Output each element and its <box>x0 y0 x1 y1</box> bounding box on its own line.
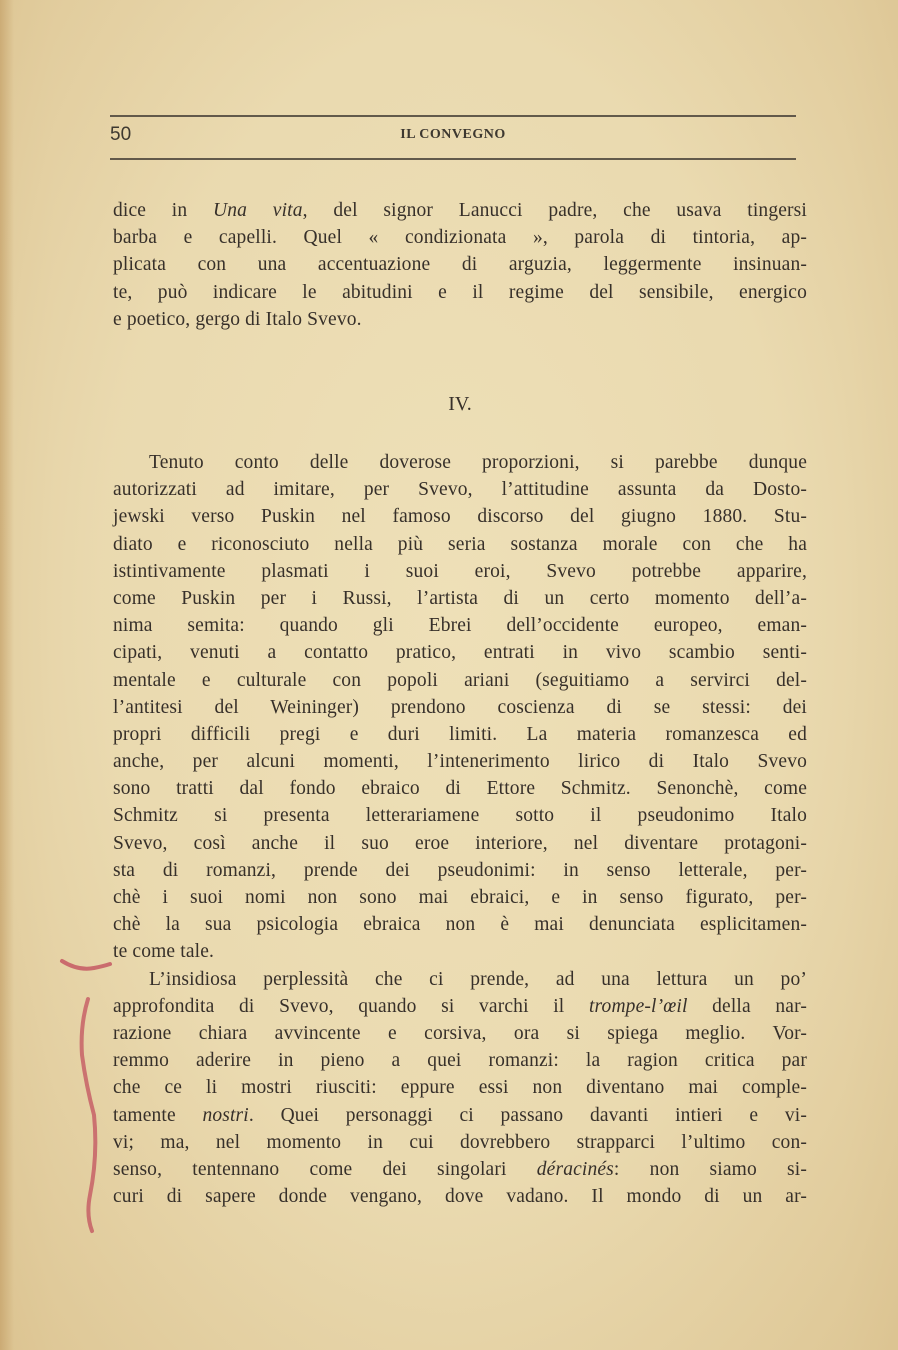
text-line <box>113 306 807 333</box>
italic-text: trompe-l’œil <box>588 995 688 1017</box>
text-run: . Quei personaggi ci passano davanti intieri e vi- <box>248 1104 808 1126</box>
text-run: mentale e culturale con popoli ariani (seguitiamo a servirci del- <box>113 669 807 691</box>
text-run: razione chiara avvincente e corsiva, ora si spiega meglio. Vor- <box>113 1022 807 1044</box>
text-line <box>113 911 807 938</box>
paragraph-2 <box>113 449 807 1210</box>
text-line <box>113 224 807 251</box>
text-line <box>113 938 807 965</box>
paragraph-1 <box>113 197 807 333</box>
text-run: plicata con una accentuazione di arguzia, leggermente insinuan- <box>113 254 807 276</box>
text-run: jewski verso Puskin nel famoso discorso del giugno 1880. Stu- <box>113 506 807 528</box>
text-run: propri difficili pregi e duri limiti. La materia romanzesca ed <box>113 723 807 745</box>
pencil-margin-stroke <box>82 999 96 1231</box>
text-run: remmo aderire in pieno a quei romanzi: la ragion critica par <box>113 1050 807 1072</box>
text-line <box>113 993 807 1020</box>
text-line <box>113 802 807 829</box>
text-line <box>113 1156 807 1183</box>
pencil-margin-line <box>68 995 108 1235</box>
text-line <box>113 476 807 503</box>
text-line <box>113 830 807 857</box>
text-run: barba e capelli. Quel « condizionata », parola di tintoria, ap- <box>113 227 807 249</box>
text-run: , del signor Lanucci padre, che usava tingersi <box>302 200 807 221</box>
italic-text: Una vita <box>213 200 303 221</box>
text-line <box>113 558 807 585</box>
text-line <box>113 531 807 558</box>
text-line <box>113 1020 807 1047</box>
text-run: diato e riconosciuto nella più seria sostanza morale con che ha <box>113 533 807 555</box>
text-run: chè i suoi nomi non sono mai ebraici, e in senso figurato, per- <box>113 887 807 908</box>
text-line <box>113 694 807 721</box>
text-line <box>113 449 807 476</box>
journal-title: IL CONVEGNO <box>400 127 506 142</box>
text-run: autorizzati ad imitare, per Svevo, l’attitudine assunta da Dosto- <box>113 479 807 501</box>
text-run: senso, tentennano come dei singolari <box>113 1158 537 1180</box>
text-line <box>113 1183 807 1210</box>
pencil-tick-stroke <box>62 961 110 969</box>
text-line <box>113 721 807 748</box>
text-line <box>113 279 807 306</box>
text-run: L’insidiosa perplessità che ci prende, ad una lettura un po’ <box>149 968 807 990</box>
italic-text: déracinés <box>536 1158 614 1180</box>
running-head <box>110 124 796 150</box>
text-run: dice in <box>113 200 214 221</box>
text-run: nima semita: quando gli Ebrei dell’occidente europeo, eman- <box>113 615 807 637</box>
text-run: vi; ma, nel momento in cui dovrebbero strapparci l’ultimo con- <box>113 1131 807 1153</box>
text-run: istintivamente plasmati i suoi eroi, Svevo potrebbe apparire, <box>113 560 807 582</box>
text-run: anche, per alcuni momenti, l’intenerimento lirico di Italo Svevo <box>113 751 807 773</box>
text-line <box>113 585 807 612</box>
text-run: Tenuto conto delle doverose proporzioni, si parebbe dunque <box>149 452 807 473</box>
text-run: chè la sua psicologia ebraica non è mai denunciata esplicitamen- <box>113 914 807 936</box>
text-line <box>113 857 807 884</box>
text-line <box>113 503 807 530</box>
text-run: Schmitz si presenta letterariamene sotto il pseudonimo Italo <box>113 805 807 827</box>
section-heading: IV. <box>448 393 472 415</box>
text-line <box>113 966 807 993</box>
text-run: te, può indicare le abitudini e il regime del sensibile, energico <box>113 281 807 303</box>
text-line <box>113 197 807 224</box>
text-run: sta di romanzi, prende dei pseudonimi: in senso letterale, per- <box>113 859 807 881</box>
text-line <box>113 639 807 666</box>
text-line <box>113 884 807 911</box>
text-run: Svevo, così anche il suo eroe interiore, nel diventare protagoni- <box>113 832 807 854</box>
text-line <box>113 748 807 775</box>
text-line <box>113 775 807 802</box>
pencil-tick-mark <box>58 955 118 977</box>
text-line <box>113 1074 807 1101</box>
text-run: tamente <box>113 1104 203 1126</box>
text-line <box>113 251 807 278</box>
header-rule-bottom <box>110 158 796 160</box>
italic-text: nostri <box>202 1104 249 1126</box>
text-line <box>113 1102 807 1129</box>
text-run: sono tratti dal fondo ebraico di Ettore Schmitz. Senonchè, come <box>113 778 807 800</box>
page-edge-shadow <box>0 0 14 1350</box>
text-run: : non siamo si- <box>613 1158 808 1180</box>
text-run: come Puskin per i Russi, l’artista di un certo momento dell’a- <box>113 587 807 609</box>
text-run: approfondita di Svevo, quando si varchi il <box>113 995 589 1017</box>
text-line <box>113 667 807 694</box>
text-run: curi di sapere donde vengano, dove vadano. Il mondo di un ar- <box>113 1186 807 1208</box>
text-run: della nar- <box>687 995 807 1017</box>
text-line <box>113 612 807 639</box>
text-run: che ce li mostri riusciti: eppure essi non diventano mai comple- <box>113 1077 807 1099</box>
page-number: 50 <box>110 124 132 145</box>
text-run: l’antitesi del Weininger) prendono coscienza di se stessi: dei <box>113 696 807 718</box>
text-run: te come tale. <box>113 941 215 963</box>
text-run: e poetico, gergo di Italo Svevo. <box>113 308 362 330</box>
text-line <box>113 1047 807 1074</box>
text-line <box>113 1129 807 1156</box>
text-run: cipati, venuti a contatto pratico, entrati in vivo scambio senti- <box>113 642 807 664</box>
header-rule-top <box>110 115 796 117</box>
